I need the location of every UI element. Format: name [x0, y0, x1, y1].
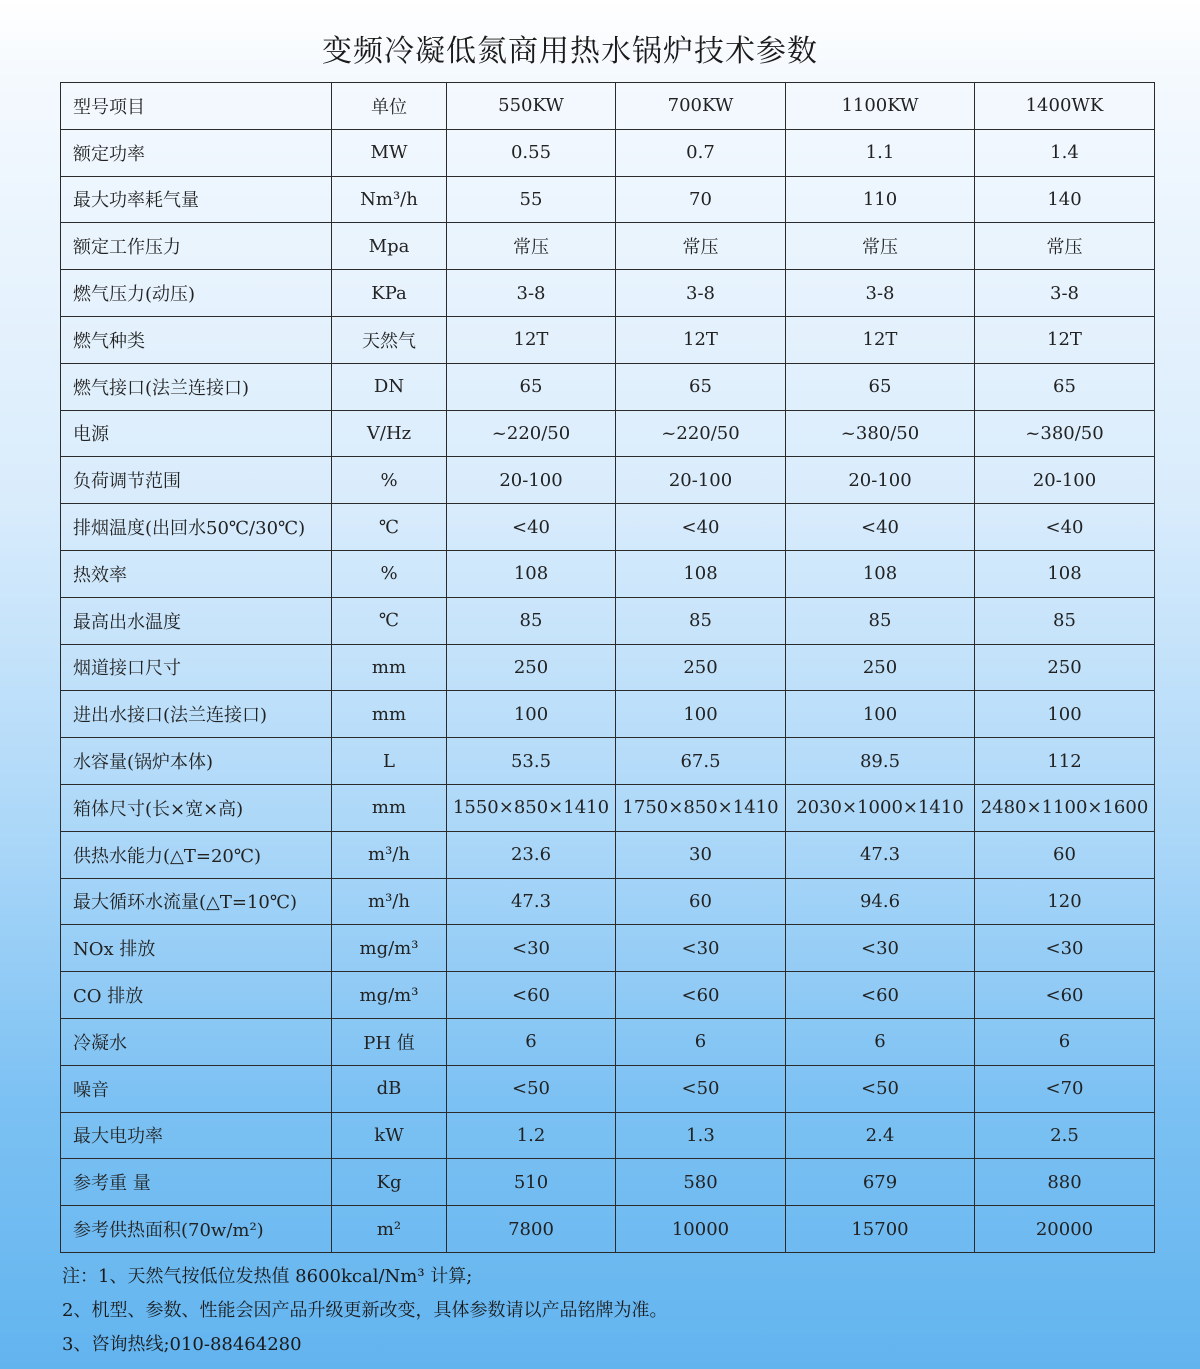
value-cell: 65 — [616, 363, 786, 410]
header-cell-model: 1100KW — [786, 83, 975, 130]
unit-cell: mg/m³ — [332, 972, 447, 1019]
row-label-cell: 水容量(锅炉本体) — [61, 738, 332, 785]
row-label-cell: NOx 排放 — [61, 925, 332, 972]
value-cell: 510 — [447, 1159, 616, 1206]
unit-cell: mm — [332, 784, 447, 831]
table-row — [61, 176, 1155, 223]
value-cell: 108 — [616, 550, 786, 597]
row-label-cell: 噪音 — [61, 1065, 332, 1112]
value-cell: 20-100 — [447, 457, 616, 504]
table-row — [61, 691, 1155, 738]
unit-cell: DN — [332, 363, 447, 410]
value-cell: <50 — [786, 1065, 975, 1112]
value-cell: 100 — [786, 691, 975, 738]
header-cell-model: 700KW — [616, 83, 786, 130]
row-label-cell: 燃气压力(动压) — [61, 270, 332, 317]
value-cell: 常压 — [616, 223, 786, 270]
table-row — [61, 1018, 1155, 1065]
value-cell: 6 — [786, 1018, 975, 1065]
table-row — [61, 129, 1155, 176]
value-cell: 250 — [786, 644, 975, 691]
value-cell: 12T — [786, 316, 975, 363]
unit-cell: V/Hz — [332, 410, 447, 457]
value-cell: <30 — [616, 925, 786, 972]
row-label-cell: 参考供热面积(70w/m²) — [61, 1206, 332, 1253]
value-cell: <50 — [616, 1065, 786, 1112]
table-row — [61, 597, 1155, 644]
value-cell: 85 — [616, 597, 786, 644]
footnote-1: 注：1、天然气按低位发热值 8600kcal/Nm³ 计算; — [62, 1266, 473, 1287]
value-cell: 110 — [786, 176, 975, 223]
unit-cell: mm — [332, 644, 447, 691]
unit-cell: m³/h — [332, 831, 447, 878]
row-label-cell: 最大电功率 — [61, 1112, 332, 1159]
value-cell: 6 — [447, 1018, 616, 1065]
value-cell: 65 — [786, 363, 975, 410]
table-row — [61, 878, 1155, 925]
row-label-cell: 额定功率 — [61, 129, 332, 176]
unit-cell: % — [332, 457, 447, 504]
table-row — [61, 550, 1155, 597]
row-label-cell: 燃气种类 — [61, 316, 332, 363]
value-cell: 112 — [975, 738, 1155, 785]
row-label-cell: 燃气接口(法兰连接口) — [61, 363, 332, 410]
value-cell: 2480×1100×1600 — [975, 784, 1155, 831]
value-cell: 20-100 — [616, 457, 786, 504]
table-row — [61, 363, 1155, 410]
value-cell: 1.3 — [616, 1112, 786, 1159]
row-label-cell: 负荷调节范围 — [61, 457, 332, 504]
footnotes — [62, 1260, 667, 1362]
value-cell: <60 — [786, 972, 975, 1019]
spec-table — [60, 82, 1155, 1253]
value-cell: 65 — [975, 363, 1155, 410]
table-row — [61, 738, 1155, 785]
value-cell: 1.2 — [447, 1112, 616, 1159]
header-cell-model: 550KW — [447, 83, 616, 130]
value-cell: 6 — [616, 1018, 786, 1065]
unit-cell: m² — [332, 1206, 447, 1253]
unit-cell: Nm³/h — [332, 176, 447, 223]
row-label-cell: 最大循环水流量(△T=10℃) — [61, 878, 332, 925]
table-row — [61, 270, 1155, 317]
value-cell: 67.5 — [616, 738, 786, 785]
table-row — [61, 223, 1155, 270]
unit-cell: Kg — [332, 1159, 447, 1206]
value-cell: <30 — [447, 925, 616, 972]
value-cell: 7800 — [447, 1206, 616, 1253]
value-cell: <40 — [616, 504, 786, 551]
value-cell: <70 — [975, 1065, 1155, 1112]
value-cell: 20000 — [975, 1206, 1155, 1253]
table-row — [61, 457, 1155, 504]
row-label-cell: 烟道接口尺寸 — [61, 644, 332, 691]
row-label-cell: CO 排放 — [61, 972, 332, 1019]
unit-cell: ℃ — [332, 597, 447, 644]
value-cell: 108 — [975, 550, 1155, 597]
value-cell: 55 — [447, 176, 616, 223]
value-cell: 12T — [447, 316, 616, 363]
value-cell: 10000 — [616, 1206, 786, 1253]
value-cell: 1.1 — [786, 129, 975, 176]
unit-cell: % — [332, 550, 447, 597]
table-row — [61, 504, 1155, 551]
value-cell: ~220/50 — [616, 410, 786, 457]
value-cell: ~380/50 — [786, 410, 975, 457]
footnote-2: 2、机型、参数、性能会因产品升级更新改变，具体参数请以产品铭牌为准。 — [62, 1300, 668, 1321]
row-label-cell: 电源 — [61, 410, 332, 457]
table-row — [61, 1112, 1155, 1159]
value-cell: 12T — [616, 316, 786, 363]
value-cell: 53.5 — [447, 738, 616, 785]
value-cell: 1550×850×1410 — [447, 784, 616, 831]
table-row — [61, 1206, 1155, 1253]
row-label-cell: 箱体尺寸(长×宽×高) — [61, 784, 332, 831]
value-cell: 580 — [616, 1159, 786, 1206]
value-cell: 2030×1000×1410 — [786, 784, 975, 831]
table-row — [61, 784, 1155, 831]
value-cell: 65 — [447, 363, 616, 410]
value-cell: 47.3 — [786, 831, 975, 878]
value-cell: 70 — [616, 176, 786, 223]
value-cell: 85 — [975, 597, 1155, 644]
value-cell: ~220/50 — [447, 410, 616, 457]
header-cell-item: 型号项目 — [61, 83, 332, 130]
value-cell: ~380/50 — [975, 410, 1155, 457]
value-cell: 250 — [447, 644, 616, 691]
unit-cell: KPa — [332, 270, 447, 317]
value-cell: <30 — [975, 925, 1155, 972]
value-cell: 3-8 — [786, 270, 975, 317]
header-cell-model: 1400WK — [975, 83, 1155, 130]
value-cell: 89.5 — [786, 738, 975, 785]
table-row — [61, 831, 1155, 878]
value-cell: 85 — [786, 597, 975, 644]
value-cell: 120 — [975, 878, 1155, 925]
row-label-cell: 进出水接口(法兰连接口) — [61, 691, 332, 738]
unit-cell: mg/m³ — [332, 925, 447, 972]
unit-cell: m³/h — [332, 878, 447, 925]
value-cell: 1.4 — [975, 129, 1155, 176]
value-cell: <40 — [447, 504, 616, 551]
value-cell: 100 — [447, 691, 616, 738]
value-cell: <30 — [786, 925, 975, 972]
value-cell: 85 — [447, 597, 616, 644]
unit-cell: PH 值 — [332, 1018, 447, 1065]
value-cell: 0.7 — [616, 129, 786, 176]
table-row — [61, 316, 1155, 363]
value-cell: 6 — [975, 1018, 1155, 1065]
value-cell: <50 — [447, 1065, 616, 1112]
table-row — [61, 925, 1155, 972]
row-label-cell: 最高出水温度 — [61, 597, 332, 644]
value-cell: 3-8 — [616, 270, 786, 317]
header-cell-unit: 单位 — [332, 83, 447, 130]
table-header-row — [61, 83, 1155, 130]
row-label-cell: 额定工作压力 — [61, 223, 332, 270]
row-label-cell: 排烟温度(出回水50℃/30℃) — [61, 504, 332, 551]
table-row — [61, 644, 1155, 691]
value-cell: 0.55 — [447, 129, 616, 176]
value-cell: 15700 — [786, 1206, 975, 1253]
unit-cell: 天然气 — [332, 316, 447, 363]
value-cell: 140 — [975, 176, 1155, 223]
value-cell: 常压 — [786, 223, 975, 270]
unit-cell: dB — [332, 1065, 447, 1112]
page-title: 变频冷凝低氮商用热水锅炉技术参数 — [322, 34, 818, 69]
table-row — [61, 1065, 1155, 1112]
row-label-cell: 热效率 — [61, 550, 332, 597]
unit-cell: Mpa — [332, 223, 447, 270]
value-cell: 250 — [616, 644, 786, 691]
row-label-cell: 参考重 量 — [61, 1159, 332, 1206]
footnote-3: 3、咨询热线;010-88464280 — [62, 1334, 302, 1355]
unit-cell: ℃ — [332, 504, 447, 551]
row-label-cell: 最大功率耗气量 — [61, 176, 332, 223]
value-cell: <40 — [975, 504, 1155, 551]
row-label-cell: 冷凝水 — [61, 1018, 332, 1065]
value-cell: 100 — [616, 691, 786, 738]
value-cell: 94.6 — [786, 878, 975, 925]
value-cell: <60 — [975, 972, 1155, 1019]
value-cell: 108 — [447, 550, 616, 597]
value-cell: 47.3 — [447, 878, 616, 925]
value-cell: 常压 — [975, 223, 1155, 270]
value-cell: 60 — [975, 831, 1155, 878]
table-row — [61, 972, 1155, 1019]
value-cell: 20-100 — [786, 457, 975, 504]
value-cell: 30 — [616, 831, 786, 878]
value-cell: 2.4 — [786, 1112, 975, 1159]
value-cell: 常压 — [447, 223, 616, 270]
unit-cell: L — [332, 738, 447, 785]
unit-cell: mm — [332, 691, 447, 738]
value-cell: 23.6 — [447, 831, 616, 878]
value-cell: 250 — [975, 644, 1155, 691]
row-label-cell: 供热水能力(△T=20℃) — [61, 831, 332, 878]
value-cell: 2.5 — [975, 1112, 1155, 1159]
spec-table-body — [61, 83, 1155, 1253]
value-cell: 3-8 — [447, 270, 616, 317]
value-cell: 1750×850×1410 — [616, 784, 786, 831]
value-cell: 100 — [975, 691, 1155, 738]
value-cell: 679 — [786, 1159, 975, 1206]
value-cell: 20-100 — [975, 457, 1155, 504]
value-cell: <60 — [447, 972, 616, 1019]
value-cell: 880 — [975, 1159, 1155, 1206]
table-row — [61, 1159, 1155, 1206]
value-cell: <40 — [786, 504, 975, 551]
value-cell: <60 — [616, 972, 786, 1019]
value-cell: 108 — [786, 550, 975, 597]
value-cell: 3-8 — [975, 270, 1155, 317]
unit-cell: kW — [332, 1112, 447, 1159]
unit-cell: MW — [332, 129, 447, 176]
value-cell: 12T — [975, 316, 1155, 363]
value-cell: 60 — [616, 878, 786, 925]
table-row — [61, 410, 1155, 457]
